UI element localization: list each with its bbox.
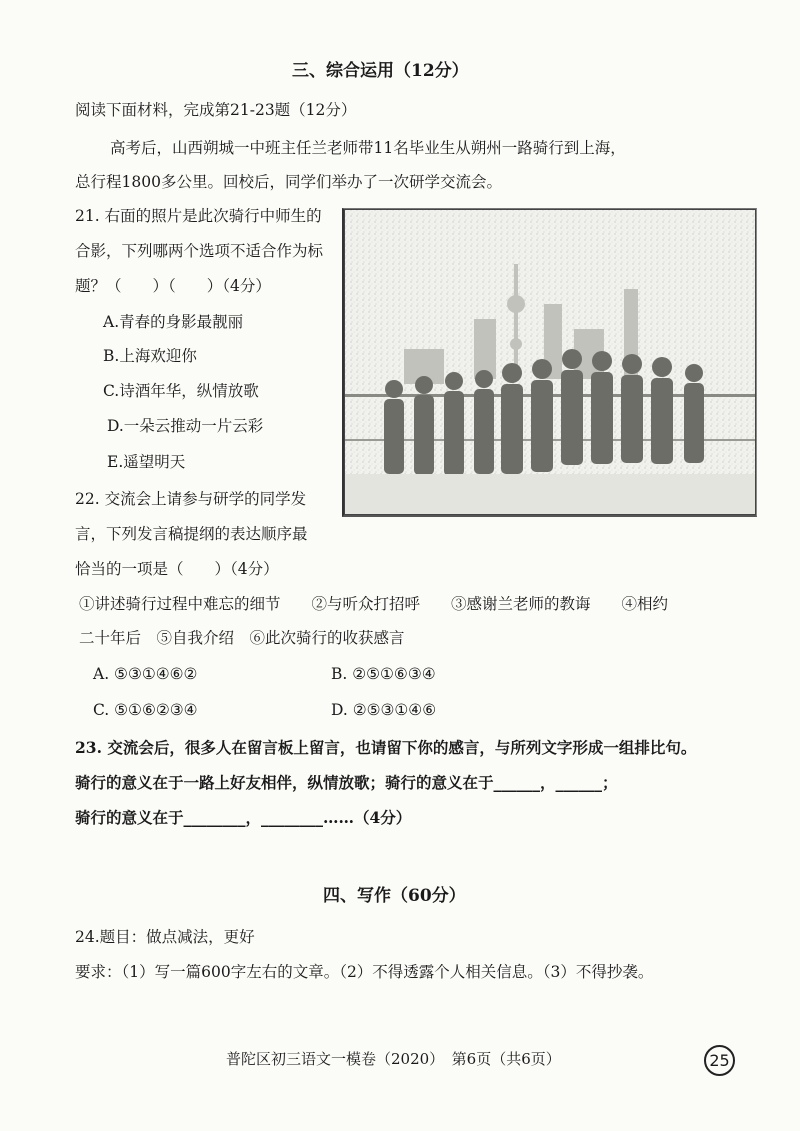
q22-option-b: B. ②⑤①⑥③④	[331, 665, 436, 683]
q21-option-e: E.遥望明天	[107, 453, 186, 471]
q22-line-1: 22. 交流会上请参与研学的同学发	[75, 490, 307, 508]
section-title-4: 四、写作（60分）	[323, 886, 466, 906]
q23-line-1: 23. 交流会后，很多人在留言板上留言，也请留下你的感言，与所列文字形成一组排比句。	[75, 738, 697, 757]
q21-line-1: 21. 右面的照片是此次骑行中师生的	[75, 207, 322, 225]
q21-option-a: A.青春的身影最靓丽	[103, 313, 244, 331]
writing-requirements: 要求：（1）写一篇600字左右的文章。（2）不得透露个人相关信息。（3）不得抄袭。	[75, 963, 654, 981]
q22-option-d: D. ②⑤③①④⑥	[331, 701, 437, 719]
q21-line-2: 合影，下列哪两个选项不适合作为标	[75, 242, 324, 260]
page-footer: 普陀区初三语文一模卷（2020） 第6页（共6页）	[226, 1050, 561, 1068]
q21-option-c: C.诗酒年华，纵情放歌	[103, 382, 259, 400]
q22-line-2: 言，下列发言稿提纲的表达顺序最	[75, 525, 308, 543]
q22-items-line-2: 二十年后 ⑤自我介绍 ⑥此次骑行的收获感言	[79, 629, 405, 647]
q22-items-line-1: ①讲述骑行过程中难忘的细节 ②与听众打招呼 ③感谢兰老师的教诲 ④相约	[79, 595, 669, 613]
q22-option-c: C. ⑤①⑥②③④	[93, 701, 198, 719]
q21-line-3: 题？（ ）（ ）（4分）	[75, 277, 271, 295]
passage-line-2: 总行程1800多公里。回校后，同学们举办了一次研学交流会。	[75, 173, 502, 191]
q23-line-3: 骑行的意义在于________，________……（4分）	[75, 808, 412, 827]
group-photo-image	[342, 208, 757, 517]
q23-line-2: 骑行的意义在于一路上好友相伴，纵情放歌；骑行的意义在于______，______；	[75, 773, 618, 792]
section-title-3: 三、综合运用（12分）	[292, 61, 469, 81]
passage-line-1: 高考后，山西朔城一中班主任兰老师带11名毕业生从朔州一路骑行到上海，	[110, 139, 626, 157]
q21-option-d: D.一朵云推动一片云彩	[107, 417, 264, 435]
q24-title: 24.题目：做点减法，更好	[75, 928, 255, 946]
circled-page-number: 25	[704, 1045, 735, 1076]
q22-option-a: A. ⑤③①④⑥②	[93, 665, 198, 683]
instruction: 阅读下面材料，完成第21-23题（12分）	[75, 101, 357, 119]
q22-line-3: 恰当的一项是（ ）（4分）	[75, 560, 279, 578]
q21-option-b: B.上海欢迎你	[103, 347, 197, 365]
